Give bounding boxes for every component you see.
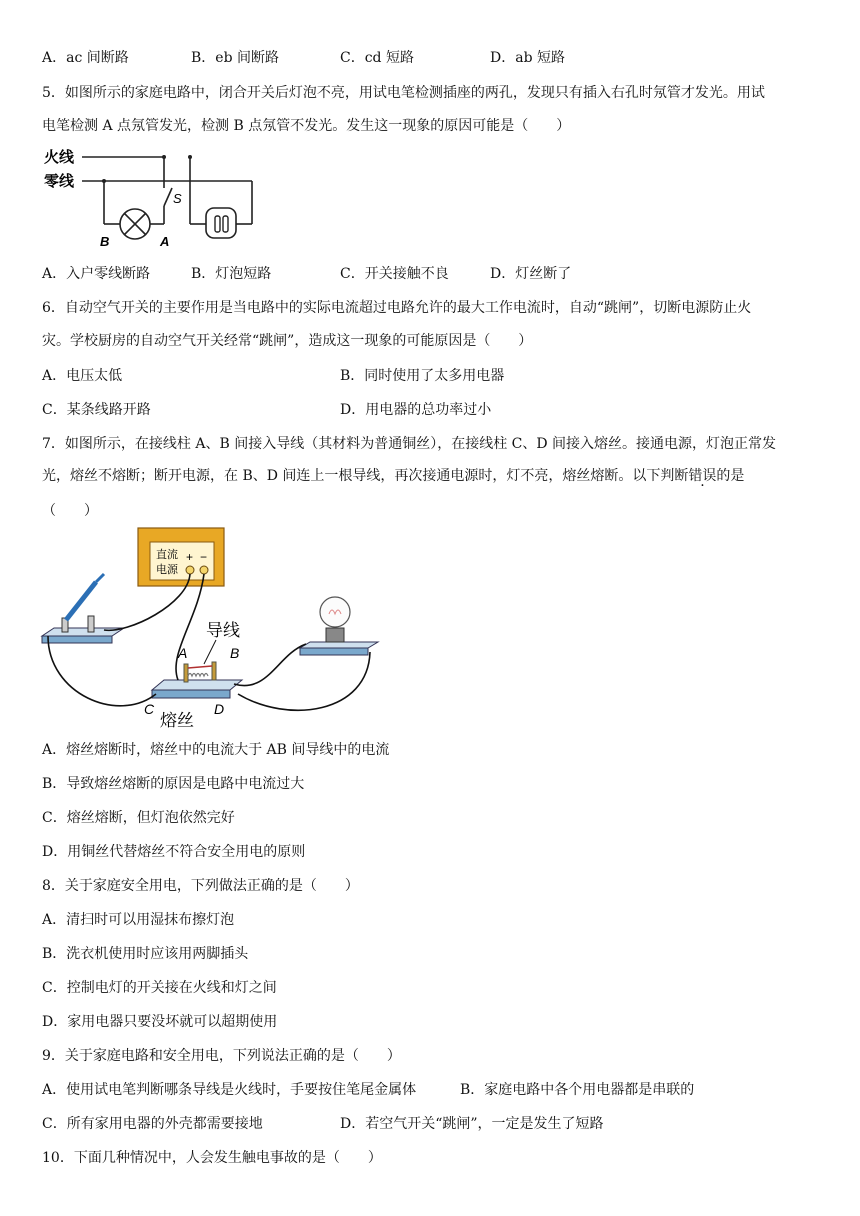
q5-neutral-label: 零线 <box>44 173 75 190</box>
power-minus-label: − <box>200 550 208 564</box>
fuse-label: 熔丝 <box>160 711 194 730</box>
q8-option-a: A．清扫时可以用湿抹布擦灯泡 <box>42 912 235 928</box>
q8-option-c: C．控制电灯的开关接在火线和灯之间 <box>42 980 277 996</box>
knife-switch <box>42 574 124 643</box>
q5-option-d: D．灯丝断了 <box>490 266 572 282</box>
wire-label: 导线 <box>206 621 240 640</box>
q9-option-d: D．若空气开关“跳闸”，一定是发生了短路 <box>340 1116 604 1132</box>
q5-option-b: B．灯泡短路 <box>191 266 272 282</box>
q9-option-c: C．所有家用电器的外壳都需要接地 <box>42 1116 263 1132</box>
q8-option-d: D．家用电器只要没坏就可以超期使用 <box>42 1014 278 1030</box>
q5-stem-line1: 5．如图所示的家庭电路中，闭合开关后灯泡不亮，用试电笔检测插座的两孔，发现只有插入右孔时氖管才发光。用试 <box>42 85 765 101</box>
fuse-board <box>152 662 242 698</box>
q7-option-d: D．用铜丝代替熔丝不符合安全用电的原则 <box>42 844 306 860</box>
terminal-d-label: D <box>214 701 225 717</box>
q6-option-c: C．某条线路开路 <box>42 402 151 418</box>
q9-option-a: A．使用试电笔判断哪条导线是火线时，手要按住笔尾金属体 <box>42 1082 417 1098</box>
q8-option-b: B．洗衣机使用时应该用两脚插头 <box>42 946 249 962</box>
power-label-line1: 直流 <box>156 549 178 561</box>
q9-option-b: B．家庭电路中各个用电器都是串联的 <box>460 1082 695 1098</box>
q4-option-b: B．eb 间断路 <box>191 50 279 66</box>
q7-stem-line2-pre: 光，熔丝不熔断；断开电源，在 B、D 间连上一根导线，再次接通电源时，灯不亮，熔丝熔断。以下判断 <box>42 468 689 484</box>
q5-live-label: 火线 <box>44 149 75 166</box>
q9-stem: 9．关于家庭电路和安全用电，下列说法正确的是（ ） <box>42 1048 401 1064</box>
q5-option-c: C．开关接触不良 <box>340 266 449 282</box>
terminal-c-label: C <box>144 701 155 717</box>
q7-experiment-figure <box>38 524 383 730</box>
q5-option-a: A．入户零线断路 <box>42 266 151 282</box>
q5-switch-label: S <box>173 191 182 206</box>
terminal-b-label: B <box>230 645 240 661</box>
q5-point-b-label: B <box>100 234 110 249</box>
q7-stem-line1: 7．如图所示，在接线柱 A、B 间接入导线（其材料为普通铜丝），在接线柱 C、D 间接入熔丝。接通电源，灯泡正常发 <box>42 436 777 452</box>
q7-option-b: B．导致熔丝熔断的原因是电路中电流过大 <box>42 776 305 792</box>
q6-option-d: D．用电器的总功率过小 <box>340 402 492 418</box>
q6-option-a: A．电压太低 <box>42 368 123 384</box>
q5-point-a-label: A <box>160 234 170 249</box>
power-supply <box>138 528 224 586</box>
q7-stem-emphasis: 错误 <box>688 468 717 484</box>
q7-option-a: A．熔丝熔断时，熔丝中的电流大于 AB 间导线中的电流 <box>42 742 390 758</box>
q6-stem-line1: 6．自动空气开关的主要作用是当电路中的实际电流超过电路允许的最大工作电流时，自动“跳闸”，切断电源防止火 <box>42 300 752 316</box>
q6-stem-line2: 灾。学校厨房的自动空气开关经常“跳闸”，造成这一现象的可能原因是（ ） <box>42 333 533 349</box>
q7-option-c: C．熔丝熔断，但灯泡依然完好 <box>42 810 235 826</box>
terminal-a-label: A <box>178 645 188 661</box>
power-label-line2: 电源 <box>156 564 178 576</box>
q7-stem-line2-post: 的是 <box>716 468 745 484</box>
q6-option-b: B．同时使用了太多用电器 <box>340 368 505 384</box>
q5-stem-line2: 电笔检测 A 点氖管发光，检测 B 点氖管不发光。发生这一现象的原因可能是（ ） <box>42 118 571 134</box>
q8-stem: 8．关于家庭安全用电，下列做法正确的是（ ） <box>42 878 359 894</box>
q10-stem: 10．下面几种情况中，人会发生触电事故的是（ ） <box>42 1150 382 1166</box>
lamp <box>300 597 378 655</box>
q5-circuit-figure <box>42 146 262 250</box>
power-plus-label: + <box>186 550 194 564</box>
q7-stem-line3: （ ） <box>42 503 98 519</box>
q4-option-d: D．ab 短路 <box>490 50 565 66</box>
q7-stem-line2 <box>42 466 744 486</box>
q4-option-a: A．ac 间断路 <box>42 50 129 66</box>
q4-option-c: C．cd 短路 <box>340 50 414 66</box>
